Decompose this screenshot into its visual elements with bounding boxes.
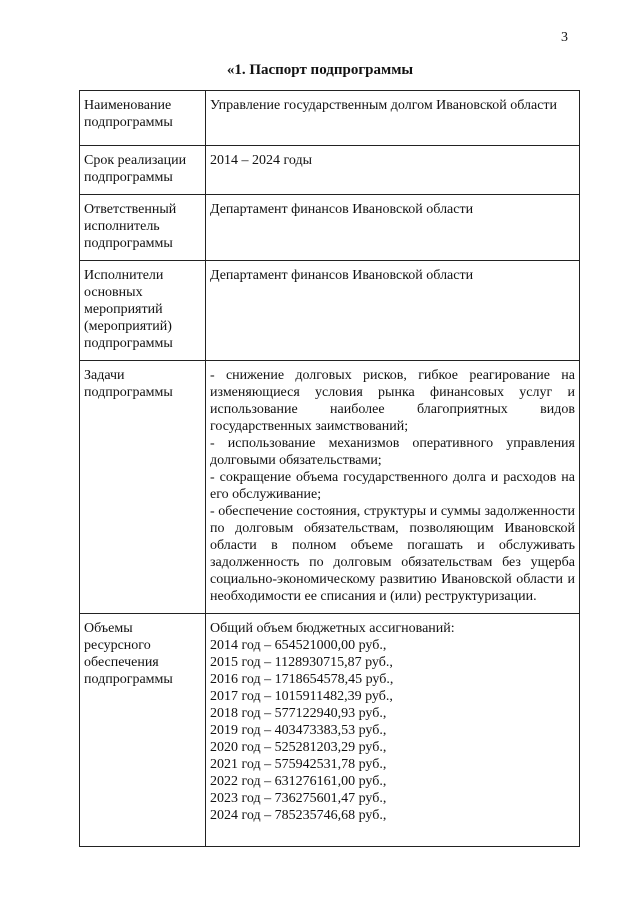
row-value-tasks: [206, 361, 580, 614]
funding-item: 2024 год – 785235746,68 руб.,: [210, 808, 387, 823]
row-label-executors: Исполнители основных мероприятий (мероприятий) подпрограммы: [80, 261, 206, 361]
page-number: 3: [561, 30, 568, 45]
table-row: [80, 614, 580, 847]
table-row: [80, 146, 580, 195]
row-label-funding: Объемы ресурсного обеспечения подпрограммы: [80, 614, 206, 847]
funding-item: 2019 год – 403473383,53 руб.,: [210, 723, 387, 738]
row-value-funding: [206, 614, 580, 847]
funding-item: 2021 год – 575942531,78 руб.,: [210, 757, 387, 772]
funding-item: 2020 год – 525281203,29 руб.,: [210, 740, 387, 755]
row-value-name: Управление государственным долгом Ивановской области: [206, 91, 580, 146]
task-item: - использование механизмов оперативного управления долговыми обязательствами;: [210, 436, 575, 468]
table-row: [80, 261, 580, 361]
row-label-name: Наименование подпрограммы: [80, 91, 206, 146]
funding-item: 2014 год – 654521000,00 руб.,: [210, 638, 387, 653]
passport-table: [79, 90, 580, 847]
funding-item: 2018 год – 577122940,93 руб.,: [210, 706, 387, 721]
task-item: - сокращение объема государственного долга и расходов на его обслуживание;: [210, 470, 575, 502]
row-label-tasks: Задачи подпрограммы: [80, 361, 206, 614]
funding-item: 2015 год – 1128930715,87 руб.,: [210, 655, 393, 670]
funding-item: 2022 год – 631276161,00 руб.,: [210, 774, 387, 789]
row-value-responsible: Департамент финансов Ивановской области: [206, 195, 580, 261]
funding-item: 2023 год – 736275601,47 руб.,: [210, 791, 387, 806]
row-value-executors: Департамент финансов Ивановской области: [206, 261, 580, 361]
funding-item: 2016 год – 1718654578,45 руб.,: [210, 672, 394, 687]
funding-item: 2017 год – 1015911482,39 руб.,: [210, 689, 393, 704]
document-title: «1. Паспорт подпрограммы: [226, 62, 414, 78]
task-item: - обеспечение состояния, структуры и суммы задолженности по долговым обязательствам, позволяющим Ивановской области в полном объеме погашать и обслуживать задолженность по долговым обязательствам без ущерба социально-экономическому развитию Ивановской области и необходимости ее списания и (или) реструктуризации.: [210, 504, 575, 604]
row-label-period: Срок реализации подпрограммы: [80, 146, 206, 195]
table-row: [80, 361, 580, 614]
task-item: - снижение долговых рисков, гибкое реагирование на изменяющиеся условия рынка финансовых услуг и использование наиболее благоприятных видов государственных заимствований;: [210, 368, 575, 434]
table-row: [80, 195, 580, 261]
row-label-responsible: Ответственный исполнитель подпрограммы: [80, 195, 206, 261]
table-row: [80, 91, 580, 146]
row-value-period: 2014 – 2024 годы: [206, 146, 580, 195]
funding-intro: Общий объем бюджетных ассигнований:: [210, 621, 455, 636]
